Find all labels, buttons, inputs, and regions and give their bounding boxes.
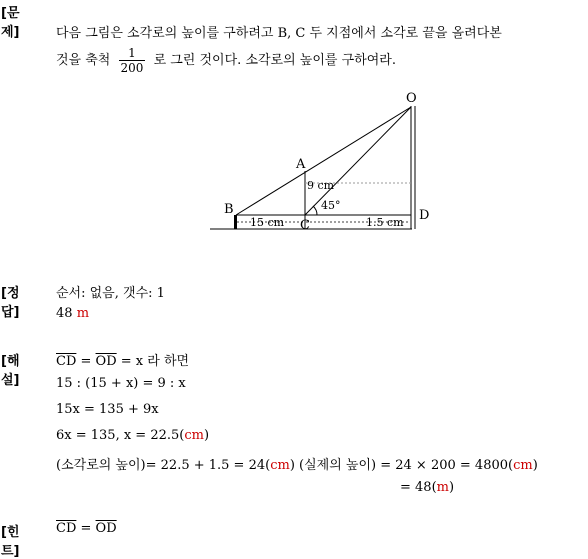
segment-CD: $\overline{CD}$ bbox=[56, 354, 77, 369]
hint-equals: = bbox=[76, 521, 96, 536]
solution-line-1 bbox=[56, 350, 189, 369]
paren-close: ) bbox=[532, 458, 538, 473]
paren-close: ) bbox=[203, 428, 210, 443]
problem-line-2 bbox=[56, 46, 396, 75]
answer-unit: m bbox=[76, 306, 90, 321]
problem-line-2-pre: 것을 축척 bbox=[56, 53, 111, 68]
answer-label: [정답] bbox=[1, 286, 20, 320]
label-BC-length: 15 cm bbox=[250, 216, 285, 229]
solution-line-3: 15x = 135 + 9x bbox=[56, 402, 159, 417]
equals-sign: = bbox=[76, 354, 96, 369]
solution-line-1-rest: = x 라 하면 bbox=[116, 354, 190, 369]
paren-open: ( bbox=[265, 458, 271, 473]
answer-value: 48 bbox=[56, 306, 73, 321]
hint-segment-CD: $\overline{CD}$ bbox=[56, 521, 77, 536]
paren-open: ( bbox=[179, 428, 185, 443]
post-B bbox=[234, 215, 237, 229]
hint-line bbox=[56, 521, 117, 536]
problem-line-1: 다음 그림은 소각로의 높이를 구하려고 B, C 두 지점에서 소각로 끝을 올려다본 bbox=[56, 26, 502, 41]
label-B: B bbox=[224, 202, 234, 217]
scale-denominator: 200 bbox=[120, 61, 144, 75]
unit-cm: cm bbox=[270, 458, 290, 473]
angle-arc bbox=[313, 206, 317, 215]
label-O: O bbox=[406, 91, 417, 106]
solution-line-5 bbox=[56, 454, 538, 473]
hint-label: [힌트] bbox=[1, 525, 20, 559]
unit-cm: cm bbox=[513, 458, 533, 473]
problem-label: [문제] bbox=[1, 6, 20, 40]
paren-close: ) bbox=[289, 458, 295, 473]
label-angle: 45° bbox=[321, 199, 341, 212]
solution-line-4-text: 6x = 135, x = 22.5 bbox=[56, 428, 180, 443]
unit-cm: cm bbox=[184, 428, 204, 443]
solution-line-4 bbox=[56, 428, 209, 443]
solution-label: [해설] bbox=[1, 354, 20, 388]
segment-OD: $\overline{OD}$ bbox=[95, 354, 117, 369]
solution-line-5a: (소각로의 높이)= 22.5 + 1.5 = 24 bbox=[56, 458, 266, 473]
label-CD-length: 1.5 cm bbox=[366, 216, 404, 229]
solution-line-2: 15 : (15 + x) = 9 : x bbox=[56, 376, 186, 391]
label-AC-length: 9 cm bbox=[307, 179, 335, 192]
problem-line-2-post: 로 그린 것이다. 소각로의 높이를 구하여라. bbox=[153, 53, 396, 68]
solution-line-5b: (실제의 높이) = 24 × 200 = 4800 bbox=[299, 458, 509, 473]
paren-close: ) bbox=[448, 480, 455, 495]
label-C: C bbox=[300, 218, 310, 233]
solution-line-6-text: = 48 bbox=[400, 480, 432, 495]
label-A: A bbox=[296, 157, 306, 172]
paren-open: ( bbox=[431, 480, 437, 495]
scale-numerator: 1 bbox=[119, 46, 146, 61]
answer-line-1: 순서: 없음, 갯수: 1 bbox=[56, 286, 165, 301]
solution-line-6 bbox=[400, 480, 454, 495]
hint-segment-OD: $\overline{OD}$ bbox=[95, 521, 117, 536]
paren-open: ( bbox=[508, 458, 514, 473]
scale-fraction bbox=[119, 46, 146, 75]
answer-value-line bbox=[56, 306, 89, 321]
label-D: D bbox=[419, 208, 430, 223]
geometry-figure bbox=[200, 88, 450, 238]
unit-m: m bbox=[436, 480, 449, 495]
